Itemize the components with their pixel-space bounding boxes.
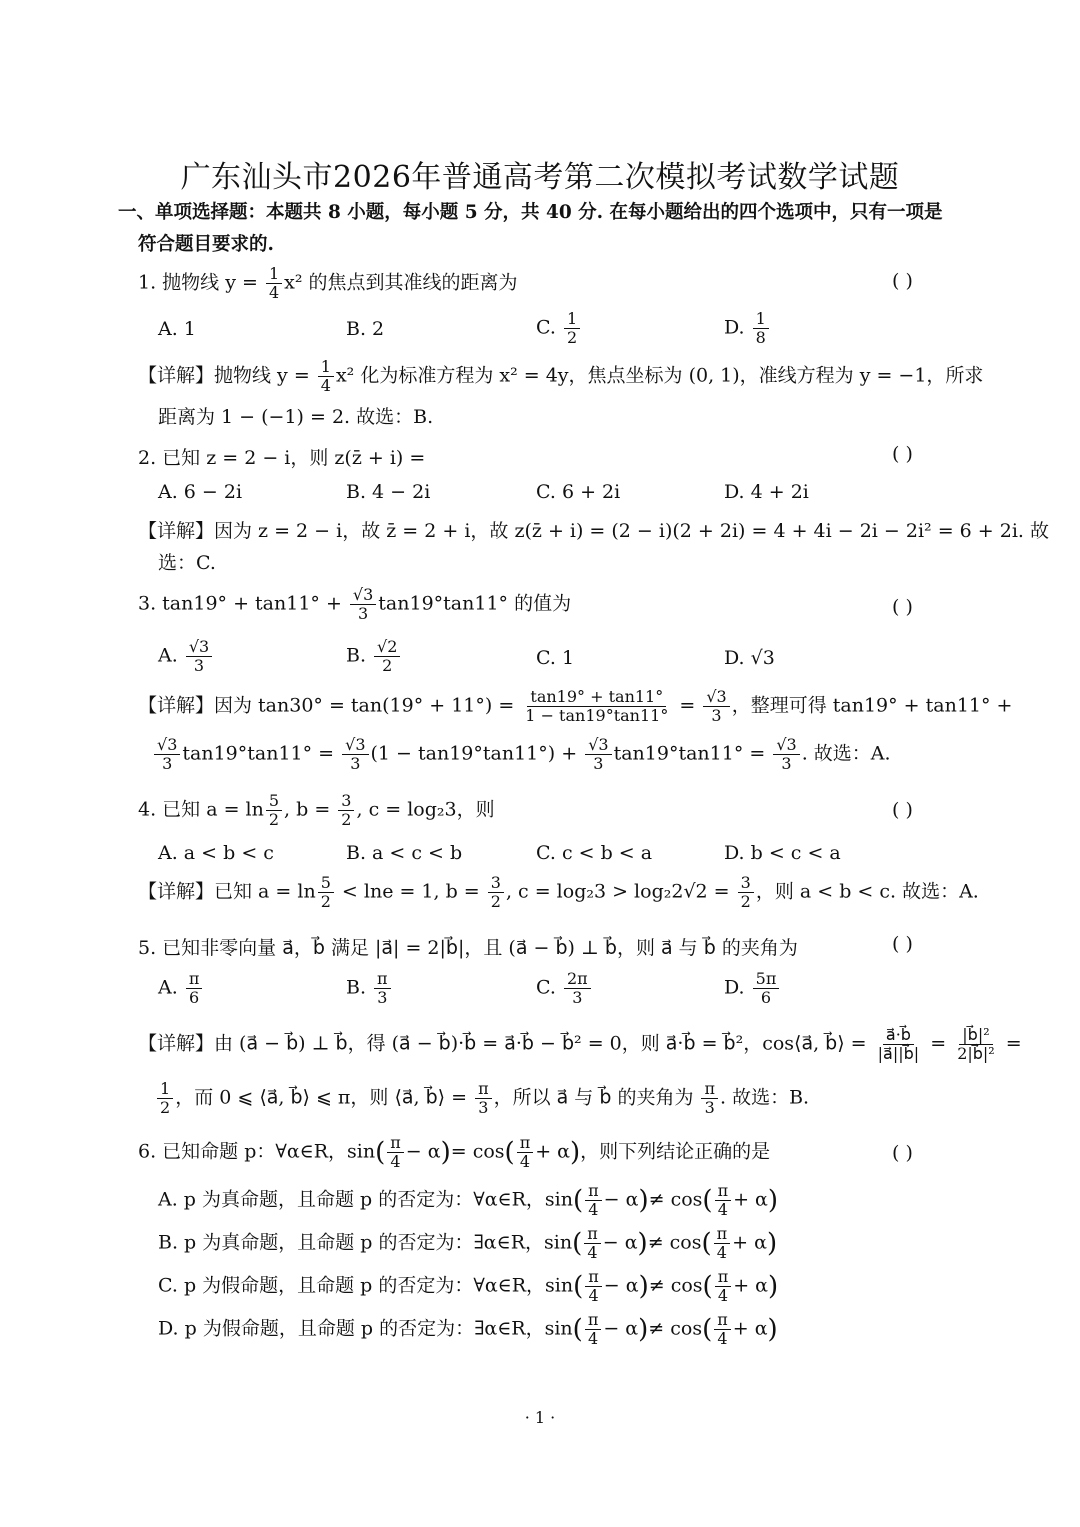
answer-bracket-4: ( ) bbox=[892, 799, 913, 821]
q5-option-c: C. $\frac{2\pi}{3}$ bbox=[536, 970, 593, 1007]
question-4-stem: 4. 已知 a = ln $\frac{5}{2}$ , b = $\frac{3}{2}$ , c = log₂3，则 bbox=[138, 791, 495, 829]
answer-bracket-6: ( ) bbox=[892, 1142, 913, 1164]
page-number: · 1 · bbox=[524, 1408, 556, 1427]
section-heading: 一、单项选择题：本题共 8 小题，每小题 5 分，共 40 分. 在每小题给出的四个选项中，只有一项是 bbox=[118, 202, 943, 223]
q2-explanation-line-2: 选：C. bbox=[158, 552, 216, 574]
q3-option-c: C. 1 bbox=[536, 647, 575, 669]
q1-option-a: A. 1 bbox=[158, 318, 196, 340]
section-heading-cont: 符合题目要求的. bbox=[138, 234, 274, 255]
q4-option-c: C. c < b < a bbox=[536, 842, 653, 864]
q6-option-c: C. p 为假命题，且命题 p 的否定为：∀α∈R，sin( $\frac{\pi}{4}$ − α)≠ cos( $\frac{\pi}{4}$ + α) bbox=[158, 1267, 779, 1305]
q1-option-d: D. $\frac{1}{8}$ bbox=[724, 310, 771, 347]
exam-title: 广东汕头市2026年普通高考第二次模拟考试数学试题 bbox=[180, 160, 900, 195]
question-1-stem: 1. 抛物线 y = $\frac{1}{4}$ x² 的焦点到其准线的距离为 bbox=[138, 264, 518, 302]
q3-option-d: D. √3 bbox=[724, 647, 775, 669]
q5-explanation-line-1: 【详解】由 (a⃗ − b⃗) ⊥ b⃗，得 (a⃗ − b⃗)·b⃗ = a⃗·b⃗ − b⃗² = 0，则 a⃗·b⃗ = b⃗²，cos⟨a⃗, b⃗⟩ = $\frac{a⃗\cdot b⃗}{|a⃗||b⃗|}$ = $\frac{\text{|b⃗|²}}{\text{2|b⃗|²}}$ = bbox=[138, 1025, 1022, 1063]
question-3-stem: 3. tan19° + tan11° + $\frac{√3}{3}$ tan19°tan11° 的值为 bbox=[138, 585, 572, 623]
q3-option-a: A. $\frac{√3}{3}$ bbox=[158, 638, 214, 675]
q6-option-d: D. p 为假命题，且命题 p 的否定为：∃α∈R，sin( $\frac{\pi}{4}$ − α)≠ cos( $\frac{\pi}{4}$ + α) bbox=[158, 1310, 778, 1348]
answer-bracket-1: ( ) bbox=[892, 270, 913, 292]
q5-option-d: D. $\frac{5\pi}{6}$ bbox=[724, 970, 781, 1007]
question-5-stem: 5. 已知非零向量 a⃗，b⃗ 满足 |a⃗| = 2|b⃗|，且 (a⃗ − b⃗) ⊥ b⃗，则 a⃗ 与 b⃗ 的夹角为 bbox=[138, 937, 798, 959]
q4-option-a: A. a < b < c bbox=[158, 842, 274, 864]
q5-option-b: B. $\frac{\pi}{3}$ bbox=[346, 970, 393, 1007]
q2-option-a: A. 6 − 2i bbox=[158, 481, 243, 503]
q3-option-b: B. $\frac{√2}{2}$ bbox=[346, 638, 402, 675]
q1-option-b: B. 2 bbox=[346, 318, 385, 340]
q2-option-c: C. 6 + 2i bbox=[536, 481, 621, 503]
answer-bracket-3: ( ) bbox=[892, 596, 913, 618]
question-2-stem: 2. 已知 z = 2 − i，则 z(z̄ + i) = bbox=[138, 447, 426, 469]
q4-option-b: B. a < c < b bbox=[346, 842, 463, 864]
q3-explanation-line-1: 【详解】因为 tan30° = tan(19° + 11°) = $\frac{\tan 19^\circ + \tan 11^\circ}{1 - \tan 19^\circ\tan 11^\circ}$ = $\frac{√3}{3}$ ，整理可得 tan19° + tan11° + bbox=[138, 687, 1013, 725]
q3-explanation-line-2: $\frac{√3}{3}$ tan19°tan11° = $\frac{√3}{3}$ (1 − tan19°tan11°) + $\frac{√3}{3}$ tan19°tan11° = $\frac{√3}{3}$ . 故选：A. bbox=[152, 736, 891, 773]
q1-option-c: C. $\frac{1}{2}$ bbox=[536, 310, 582, 347]
q2-explanation-line-1: 【详解】因为 z = 2 − i，故 z̄ = 2 + i，故 z(z̄ + i) = (2 − i)(2 + 2i) = 4 + 4i − 2i − 2i² = 6 + 2i. 故 bbox=[138, 520, 1049, 542]
answer-bracket-5: ( ) bbox=[892, 933, 913, 955]
answer-bracket-2: ( ) bbox=[892, 443, 913, 465]
q6-option-b: B. p 为真命题，且命题 p 的否定为：∃α∈R，sin( $\frac{\pi}{4}$ − α)≠ cos( $\frac{\pi}{4}$ + α) bbox=[158, 1224, 778, 1262]
q5-option-a: A. $\frac{\pi}{6}$ bbox=[158, 970, 204, 1007]
q4-option-d: D. b < c < a bbox=[724, 842, 841, 864]
question-6-stem: 6. 已知命题 p：∀α∈R，sin( $\frac{\pi}{4}$ − α)= cos( $\frac{\pi}{4}$ + α)，则下列结论正确的是 bbox=[138, 1133, 771, 1171]
q4-explanation: 【详解】已知 a = ln $\frac{5}{2}$ < lne = 1, b = $\frac{3}{2}$ , c = log₂3 > log₂2√2 = $\frac{3}{2}$ ，则 a < b < c. 故选：A. bbox=[138, 873, 979, 911]
q2-option-d: D. 4 + 2i bbox=[724, 481, 809, 503]
q1-explanation-line-2: 距离为 1 − (−1) = 2. 故选：B. bbox=[158, 406, 434, 428]
q6-option-a: A. p 为真命题，且命题 p 的否定为：∀α∈R，sin( $\frac{\pi}{4}$ − α)≠ cos( $\frac{\pi}{4}$ + α) bbox=[158, 1181, 779, 1219]
q2-option-b: B. 4 − 2i bbox=[346, 481, 431, 503]
q1-explanation-line-1: 【详解】抛物线 y = $\frac{1}{4}$ x² 化为标准方程为 x² = 4y，焦点坐标为 (0, 1)，准线方程为 y = −1，所求 bbox=[138, 357, 984, 395]
q5-explanation-line-2: $\frac{1}{2}$ ，而 0 ⩽ ⟨a⃗, b⃗⟩ ⩽ π，则 ⟨a⃗, b⃗⟩ = $\frac{\pi}{3}$ ，所以 a⃗ 与 b⃗ 的夹角为 $\frac{\pi}{3}$ . 故选：B. bbox=[155, 1080, 809, 1117]
